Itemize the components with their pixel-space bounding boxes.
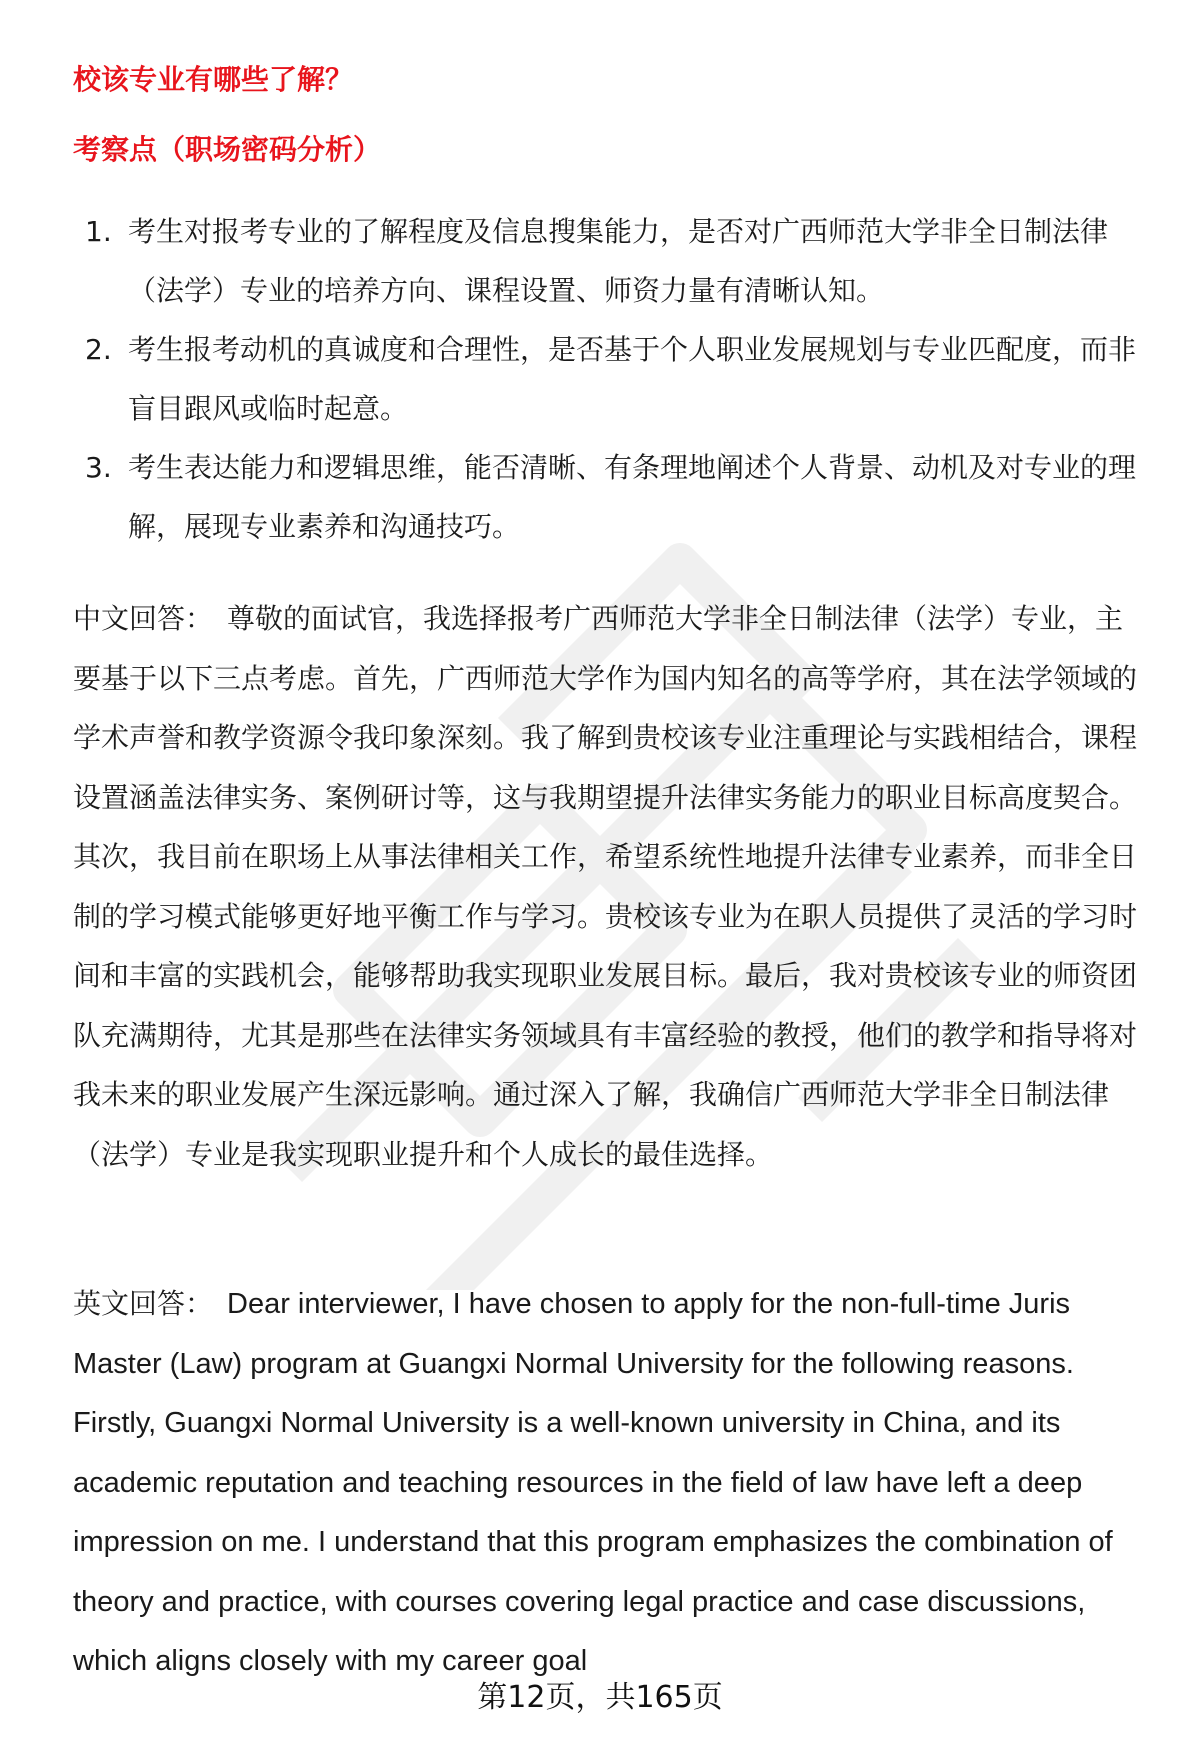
- chinese-answer-text: 尊敬的面试官，我选择报考广西师范大学非全日制法律（法学）专业，主要基于以下三点考虑。首先，广西师范大学作为国内知名的高等学府，其在法学领域的学术声誉和教学资源令我印象深刻。我了解到贵校该专业注重理论与实践相结合，课程设置涵盖法律实务、案例研讨等，这与我期望提升法律实务能力的职业目标高度契合。其次，我目前在职场上从事法律相关工作，希望系统性地提升法律专业素养，而非全日制的学习模式能够更好地平衡工作与学习。贵校该专业为在职人员提供了灵活的学习时间和丰富的实践机会，能够帮助我实现职业发展目标。最后，我对贵校该专业的师资团队充满期待，尤其是那些在法律实务领域具有丰富经验的教授，他们的教学和指导将对我未来的职业发展产生深远影响。通过深入了解，我确信广西师范大学非全日制法律（法学）专业是我实现职业提升和个人成长的最佳选择。: [73, 602, 1138, 1171]
- list-item: [73, 202, 1143, 320]
- focus-heading: 考察点（职场密码分析）: [73, 133, 382, 166]
- english-answer-label: 英文回答：: [73, 1287, 214, 1320]
- chinese-answer-label: 中文回答：: [73, 602, 214, 635]
- question-title: 校该专业有哪些了解？: [73, 63, 354, 96]
- english-answer-text: Dear interviewer, I have chosen to apply for the non-full-time Juris Master (Law) program at Guangxi Normal University for the following reasons. Firstly, Guangxi Normal University is a well-known university in China, and its academic reputation and teaching resources in the field of law have left a deep impression on me. I understand that this program emphasizes the combination of theory and practice, with courses covering legal practice and case discussions, which aligns closely with my career goal: [73, 1288, 1113, 1677]
- chinese-answer: [73, 589, 1148, 1184]
- list-number: 3.: [85, 451, 112, 484]
- english-answer: [73, 1274, 1148, 1692]
- list-item-text: 考生报考动机的真诚度和合理性，是否基于个人职业发展规划与专业匹配度，而非盲目跟风或临时起意。: [128, 333, 1137, 425]
- list-number: 1.: [85, 215, 112, 248]
- list-item-text: 考生表达能力和逻辑思维，能否清晰、有条理地阐述个人背景、动机及对专业的理解，展现专业素养和沟通技巧。: [128, 451, 1137, 543]
- focus-list: [73, 202, 1143, 556]
- list-item: [73, 438, 1143, 556]
- page-footer: 第12页，共165页: [477, 1680, 723, 1715]
- list-item: [73, 320, 1143, 438]
- list-item-text: 考生对报考专业的了解程度及信息搜集能力，是否对广西师范大学非全日制法律（法学）专业的培养方向、课程设置、师资力量有清晰认知。: [128, 215, 1109, 307]
- list-number: 2.: [85, 333, 112, 366]
